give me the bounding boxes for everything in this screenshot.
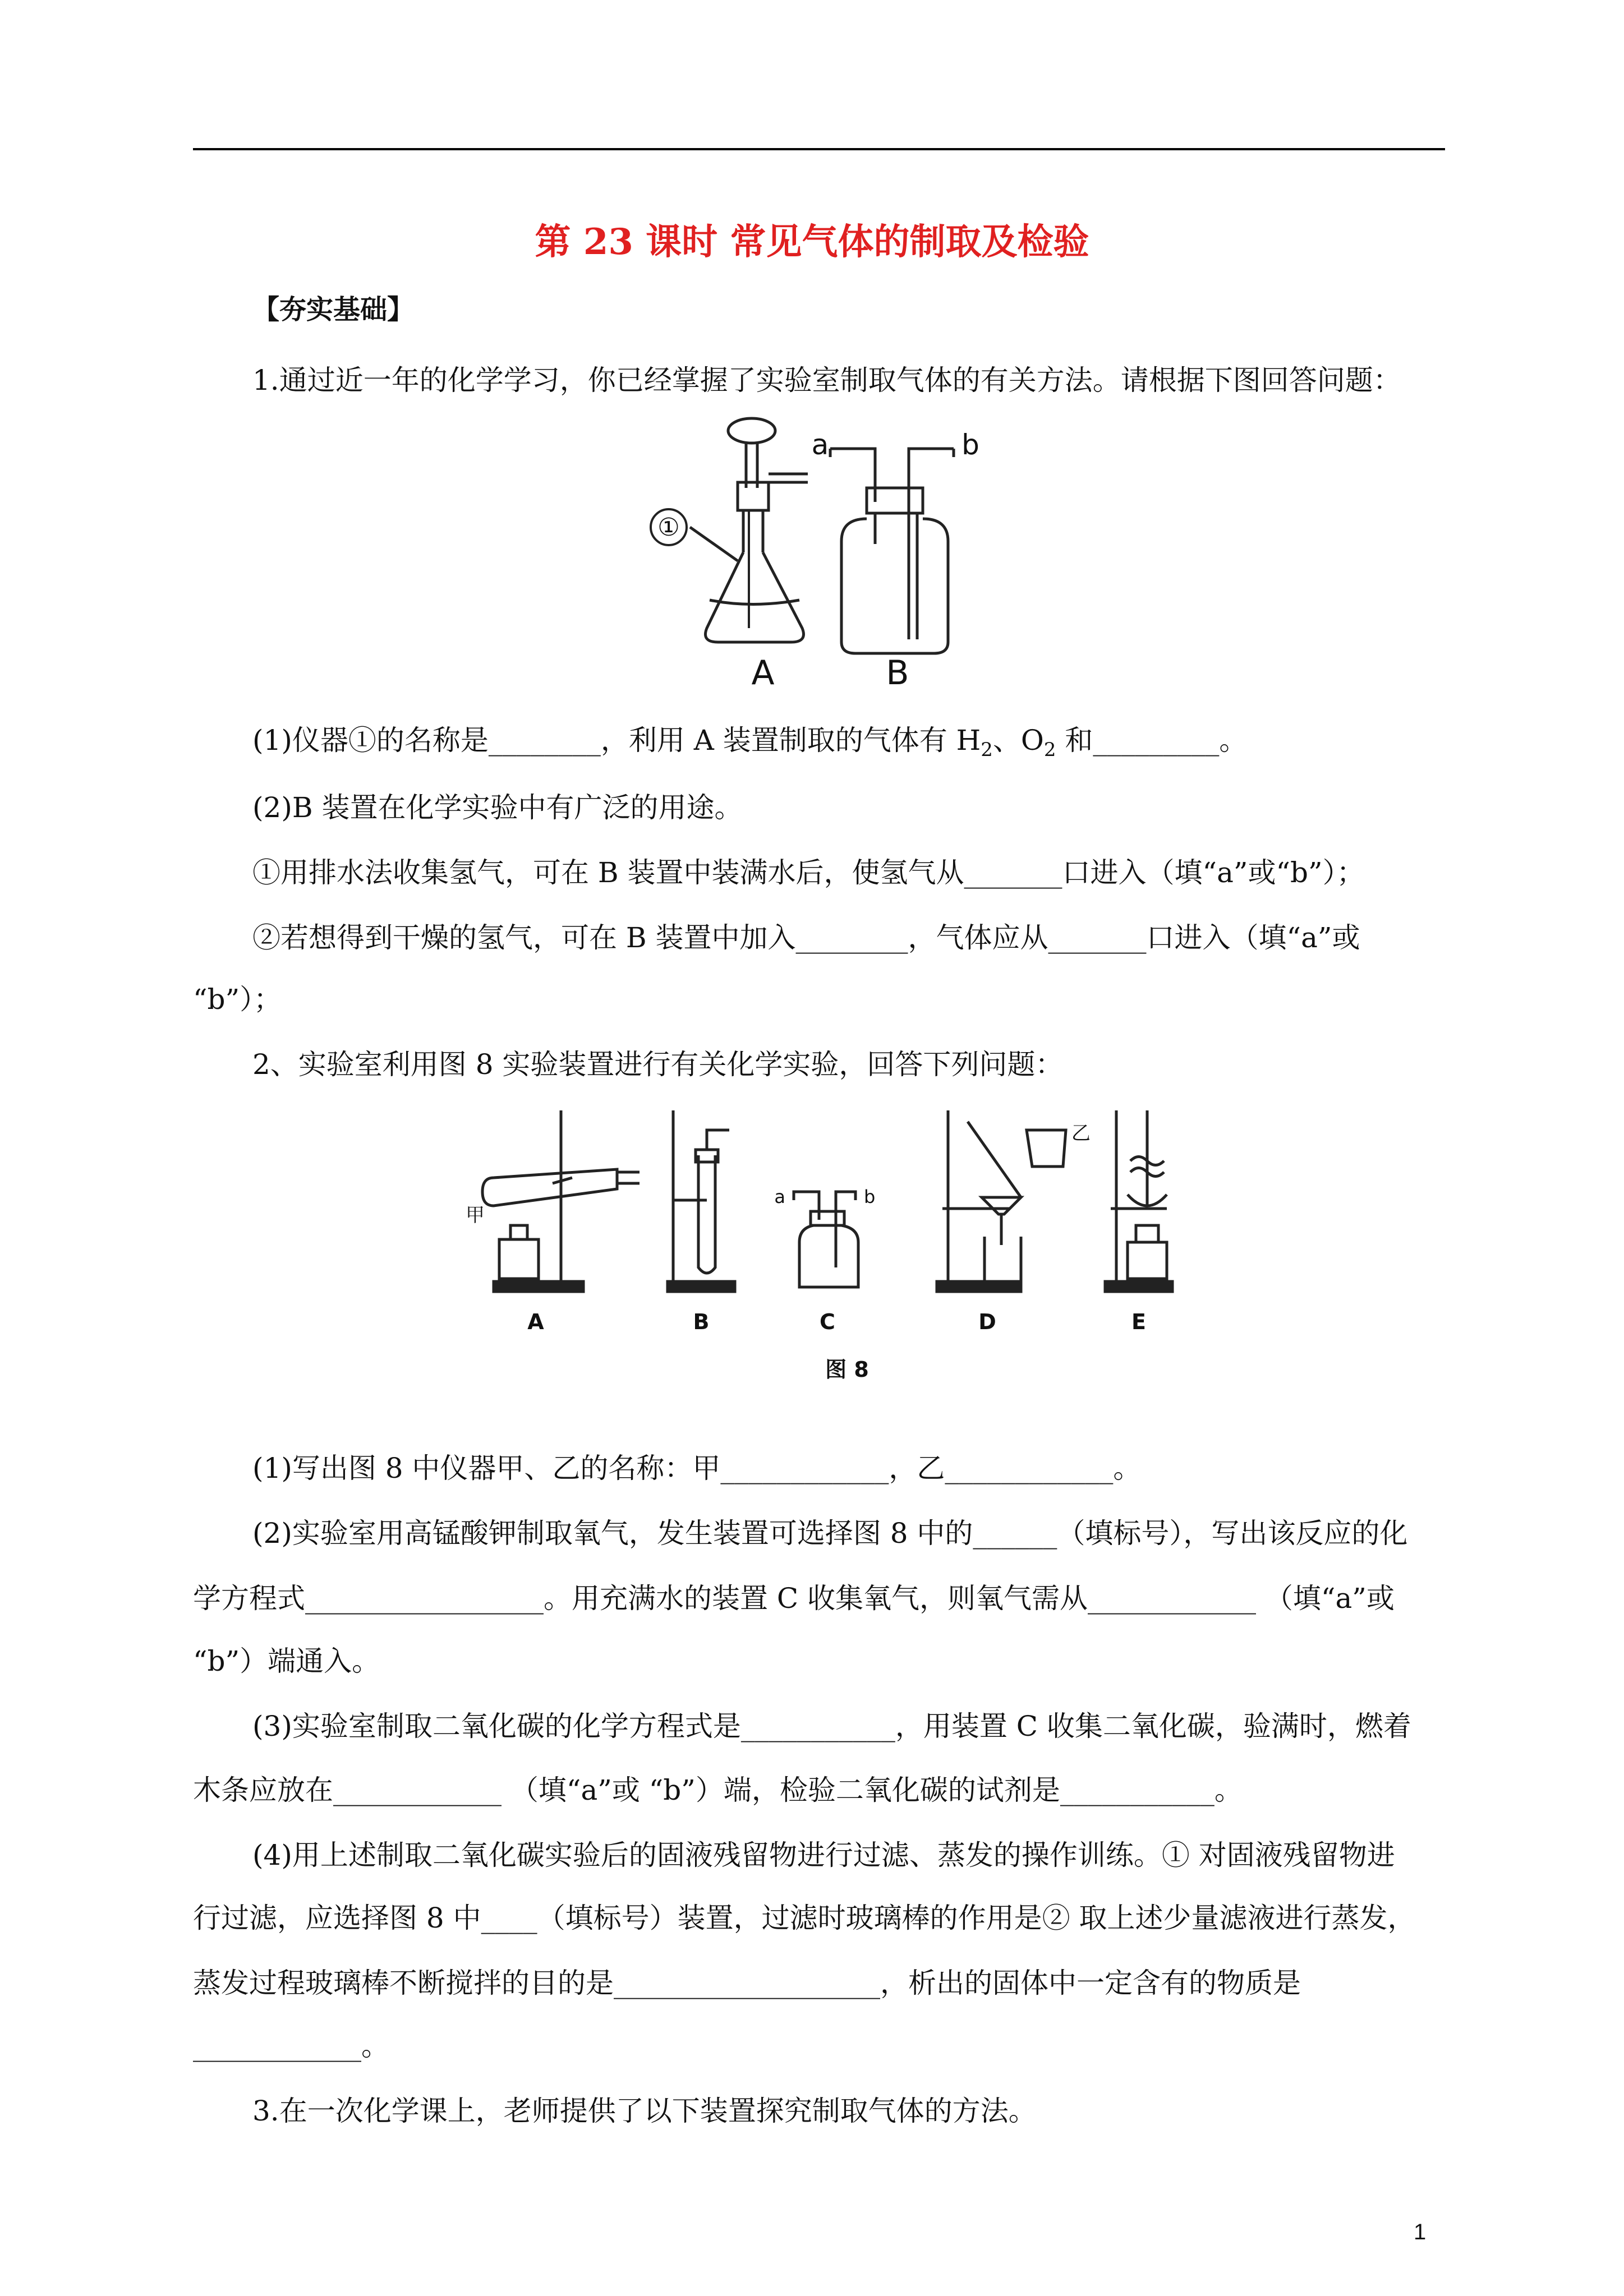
q2-label-yi: 乙 [1071, 1122, 1091, 1145]
q1-part1: (1)仪器①的名称是________，利用 A 装置制取的气体有 $H_2$、$O_2$ 和_________。 [252, 724, 1248, 761]
q1-apparatus-figure [640, 415, 1021, 695]
q2-label-D: D [978, 1310, 996, 1334]
header-rule [193, 148, 1445, 150]
q2-label-E: E [1131, 1310, 1146, 1334]
q2-part2-line1: (2)实验室用高锰酸钾制取氧气，发生装置可选择图 8 中的______（填标号），写出该反应的化 [252, 1517, 1408, 1550]
q2-part2-line3: “b”）端通入。 [193, 1645, 380, 1677]
q2-part4-line4: ____________。 [193, 2030, 389, 2062]
q2-part1: (1)写出图 8 中仪器甲、乙的名称：甲____________，乙____________。 [252, 1452, 1142, 1484]
q2-part3-line2: 木条应放在____________ （填“a”或 “b”）端，检验二氧化碳的试剂是___________。 [193, 1774, 1243, 1806]
q1-part3: ①用排水法收集氢气，可在 B 装置中装满水后，使氢气从_______口进入（填“a”或“b”）； [252, 856, 1365, 889]
q2-part3-line1: (3)实验室制取二氧化碳的化学方程式是___________，用装置 C 收集二氧化碳，验满时，燃着 [252, 1710, 1411, 1742]
q1-label-B: B [886, 653, 909, 693]
q3-stem: 3.在一次化学课上，老师提供了以下装置探究制取气体的方法。 [252, 2095, 1037, 2127]
q2-stem: 2、实验室利用图 8 实验装置进行有关化学实验，回答下列问题： [252, 1048, 1064, 1081]
q2-part2-line2: 学方程式_________________。用充满水的装置 C 收集氧气，则氧气需从____________ （填“a”或 [193, 1582, 1395, 1615]
q1-part2: (2)B 装置在化学实验中有广泛的用途。 [252, 791, 743, 824]
q2-label-B: B [693, 1310, 710, 1334]
q2-label-C: C [820, 1310, 835, 1334]
section-heading: 【夯实基础】 [252, 294, 415, 325]
q2-label-A: A [527, 1310, 544, 1334]
q1-label-b: b [961, 428, 979, 461]
q1-stem: 1.通过近一年的化学学习，你已经掌握了实验室制取气体的有关方法。请根据下图回答问题： [252, 364, 1401, 397]
q2-part4-line3: 蒸发过程玻璃棒不断搅拌的目的是___________________，析出的固体中一定含有的物质是 [193, 1967, 1301, 1999]
q1-label-a: a [811, 428, 829, 461]
page-number: 1 [1414, 2220, 1427, 2244]
q2-apparatus-figure [460, 1099, 1245, 1391]
q2-part4-line2: 行过滤，应选择图 8 中____（填标号）装置，过滤时玻璃棒的作用是② 取上述少量滤液进行蒸发， [193, 1902, 1416, 1934]
q1-part4-line2: “b”）； [193, 983, 282, 1016]
q2-label-jia: 甲 [466, 1204, 485, 1227]
q1-label-A: A [751, 653, 775, 693]
page-title: 第 23 课时 常见气体的制取及检验 [535, 221, 1089, 263]
q1-label-circle: ① [657, 513, 680, 542]
q2-part4-line1: (4)用上述制取二氧化碳实验后的固液残留物进行过滤、蒸发的操作训练。① 对固液残留物进 [252, 1839, 1395, 1871]
q2-label-b: b [864, 1186, 876, 1207]
q2-label-a: a [774, 1186, 785, 1207]
q2-figure-caption: 图 8 [825, 1357, 869, 1382]
q1-part4-line1: ②若想得到干燥的氢气，可在 B 装置中加入________，气体应从_______口进入（填“a”或 [252, 921, 1360, 954]
